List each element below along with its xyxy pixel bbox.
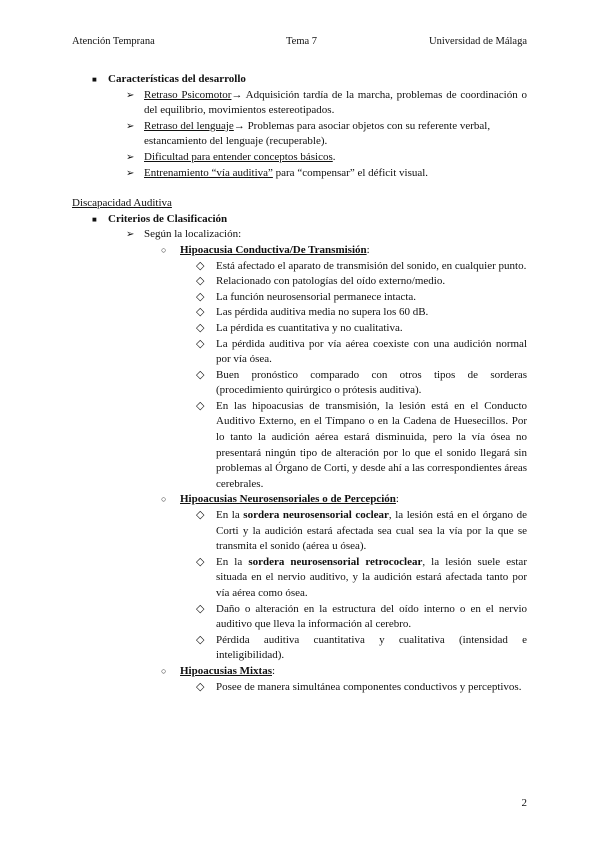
dev-term: Entrenamiento “vía auditiva” (144, 166, 273, 179)
diamond-bullet-icon: ◇ (196, 399, 205, 412)
list-item: ◇ Buen pronóstico comparado con otros tipos de sorderas (procedimiento quirúrgico o prótesis auditiva). (196, 368, 527, 397)
list-item: ◇ En las hipoacusias de transmisión, la lesión está en el Conducto Auditivo Externo, en el Tímpano o en la Cadena de Huesecillos. Por lo tanto la audición aérea estará disminuida, pero la vía ósea no presentará ningún tipo de alteración por lo que el sonido llegará sin problemas al Órgano de Corti, y desde ahí a las correspondientes áreas cerebrales. (196, 399, 527, 490)
diamond-bullet-icon: ◇ (196, 602, 205, 615)
diamond-bullet-icon: ◇ (196, 337, 205, 350)
list-item: ◇ La función neurosensorial permanece intacta. (72, 290, 527, 306)
dev-text: para “compensar” el déficit visual. (272, 166, 429, 179)
arrow-bullet-icon: ➢ (126, 151, 135, 163)
page-number: 2 (521, 797, 527, 809)
list-item: ◇ La pérdida auditiva por vía aérea coexiste con una audición normal por vía ósea. (196, 337, 527, 366)
diamond-bullet-icon: ◇ (196, 509, 205, 522)
diamond-bullet-icon: ◇ (196, 321, 205, 334)
dev-sep: → (231, 88, 246, 101)
diamond-bullet-icon: ◇ (196, 633, 205, 646)
conductive-title: Hipoacusia Conductiva/De Transmisión (180, 243, 367, 256)
list-item: ◇ La pérdida es cuantitativa y no cualitativa. (72, 321, 527, 337)
dev-heading: Características del desarrollo (108, 73, 246, 85)
arrow-bullet-icon: ➢ (126, 89, 135, 101)
dev-term: Retraso del lenguaje (144, 119, 234, 132)
dev-text: Problemas para asociar objetos con su referente verbal, estancamiento del lenguaje (recuperable). (144, 119, 491, 148)
circle-bullet-icon: ○ (161, 494, 167, 505)
arrow-bullet-icon: ➢ (126, 229, 135, 241)
arrow-bullet-icon: ➢ (126, 120, 135, 132)
section-title: Discapacidad Auditiva (72, 197, 172, 210)
diamond-bullet-icon: ◇ (196, 555, 205, 568)
diamond-bullet-icon: ◇ (196, 275, 205, 288)
list-item: ◇ Posee de manera simultánea componentes conductivos y perceptivos. (72, 680, 527, 696)
list-item: ◇ Está afectado el aparato de transmisión del sonido, en cualquier punto. (72, 259, 527, 275)
dev-term: Retraso Psicomotor (144, 88, 232, 101)
header-topic: Tema 7 (286, 36, 318, 47)
header-course: Atención Temprana (72, 36, 155, 47)
location-row (72, 227, 527, 243)
page-header (72, 36, 527, 50)
dev-item (72, 166, 527, 182)
diamond-bullet-icon: ◇ (196, 680, 205, 693)
diamond-bullet-icon: ◇ (196, 368, 205, 381)
mixed-title: Hipoacusias Mixtas (180, 664, 272, 677)
circle-bullet-icon: ○ (161, 665, 167, 676)
dev-text: . (332, 150, 336, 163)
circle-bullet-icon: ○ (161, 244, 167, 255)
dev-heading-row (72, 72, 527, 88)
dev-term: Dificultad para entender conceptos básicos (144, 150, 333, 163)
criteria-heading-row (72, 212, 527, 228)
list-item: ◇ Pérdida auditiva cuantitativa y cualitativa (intensidad e inteligibilidad). (196, 633, 527, 662)
arrow-bullet-icon: ➢ (126, 167, 135, 179)
dev-text: Adquisición tardía de la marcha, problemas de coordinación o del equilibrio, movimientos estereotipados. (144, 88, 527, 117)
list-item: ◇ En la sordera neurosensorial coclear, la lesión está en el órgano de Corti y la audición estará afectada sea cual sea la vía por la que se transmita el sonido (aérea u ósea). (196, 509, 527, 553)
list-item: ◇ Daño o alteración en la estructura del oído interno o en el nervio auditivo que lleva la información al cerebro. (196, 602, 527, 631)
dev-sep: → (233, 119, 248, 132)
header-university: Universidad de Málaga (429, 36, 527, 47)
square-bullet-icon: ■ (92, 75, 97, 84)
dev-item (72, 119, 527, 150)
criteria-heading: Criterios de Clasificación (108, 212, 228, 225)
by-location-label: Según la localización: (144, 228, 242, 241)
diamond-bullet-icon: ◇ (196, 290, 205, 303)
square-bullet-icon: ■ (92, 214, 97, 224)
list-item: ◇ Las pérdida auditiva media no supera los 60 dB. (72, 305, 527, 321)
dev-item (72, 88, 527, 119)
mixed-heading-row: ○ Hipoacusias Mixtas: (72, 664, 527, 680)
diamond-bullet-icon: ◇ (196, 306, 205, 319)
diamond-bullet-icon: ◇ (196, 259, 205, 272)
dev-item (72, 150, 527, 166)
list-item: ◇ En la sordera neurosensorial retrococlear, la lesión suele estar situada en el nervio auditivo, y la audición estará afectada tanto por vía aérea como ósea. (196, 555, 527, 599)
sensorineural-heading-row: ○ Hipoacusias Neurosensoriales o de Percepción: (72, 492, 527, 508)
sensorineural-title: Hipoacusias Neurosensoriales o de Percepción (180, 493, 396, 506)
list-item: ◇ Relacionado con patologías del oído externo/medio. (72, 274, 527, 290)
page-content (72, 72, 527, 695)
conductive-heading-row: ○ Hipoacusia Conductiva/De Transmisión: (72, 243, 527, 259)
